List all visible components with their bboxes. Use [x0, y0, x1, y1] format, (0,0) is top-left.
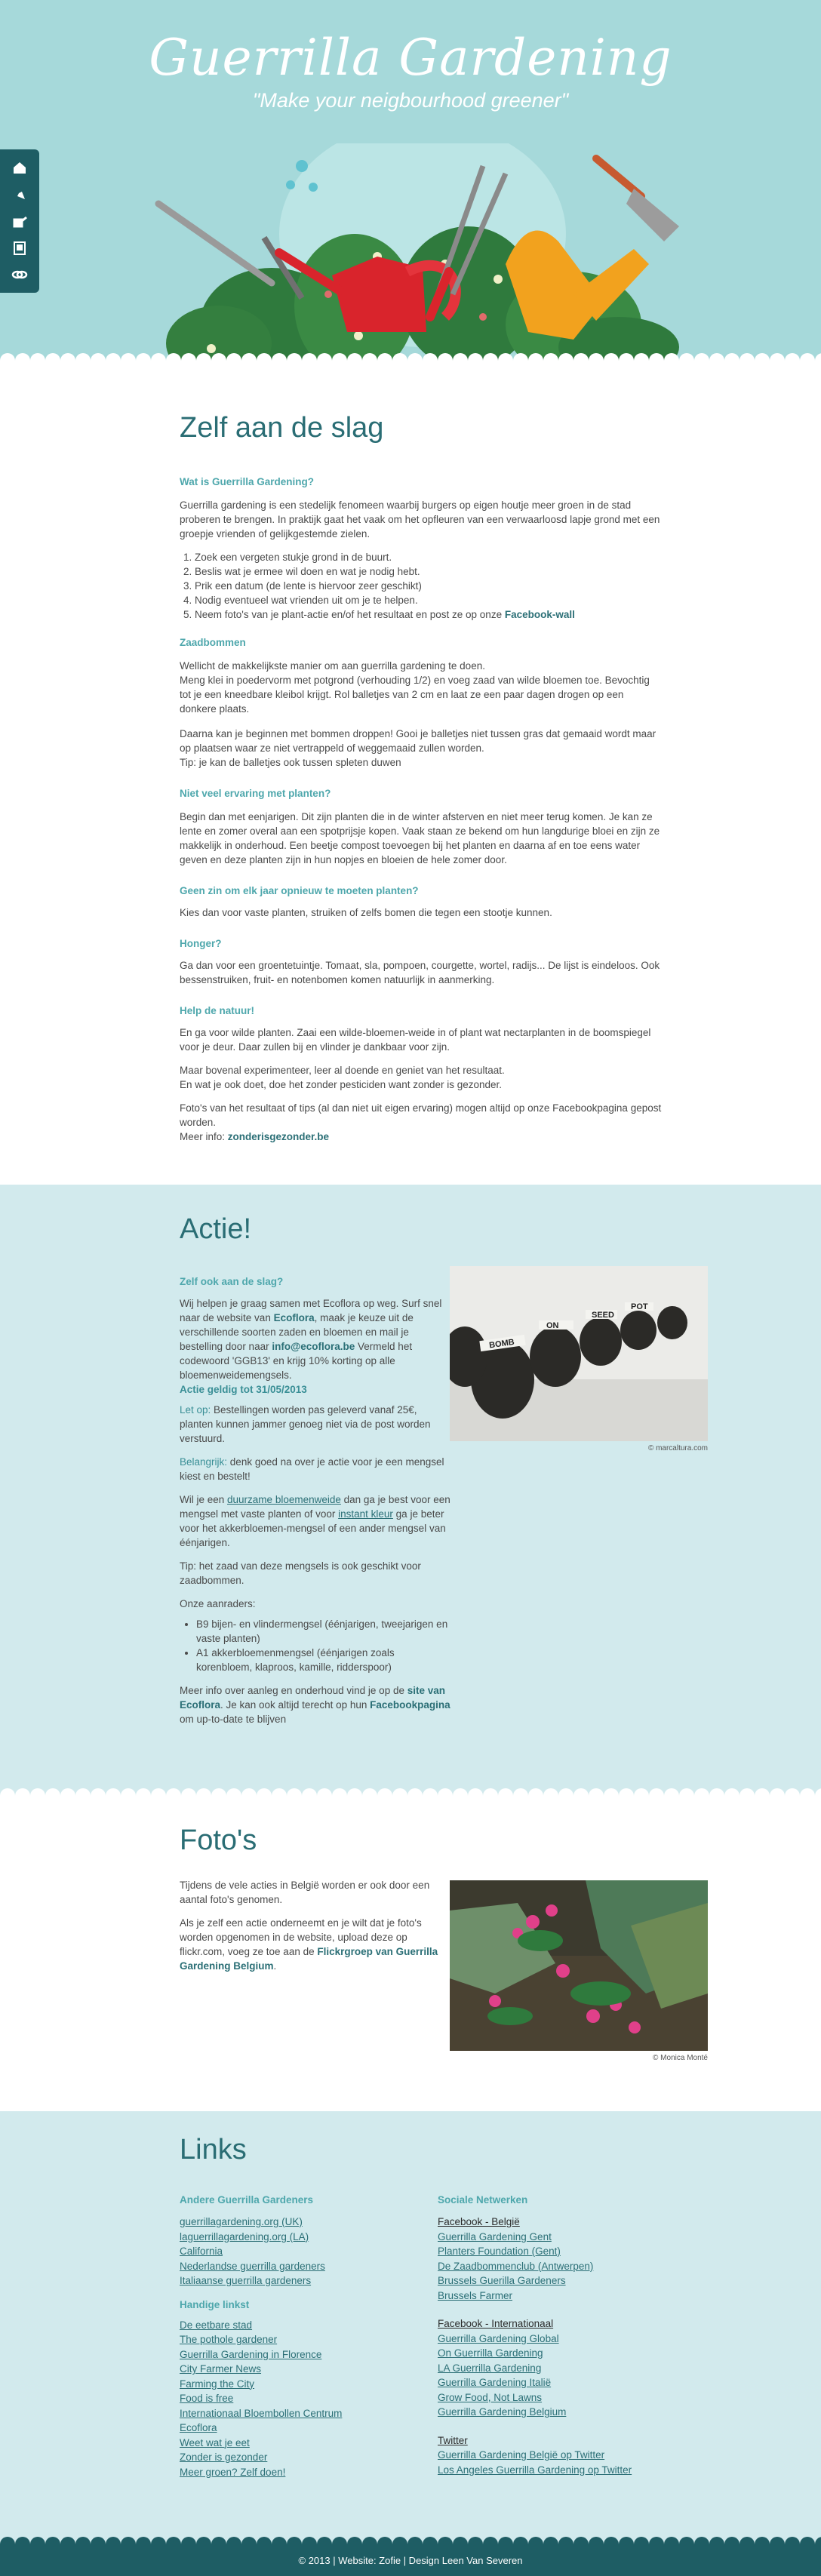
links-heading: Andere Guerrilla Gardeners: [180, 2194, 314, 2206]
nav-home[interactable]: [8, 156, 32, 179]
list-item: • B9 bijen- en vlindermengsel (éénjarigen, tweejarigen en vaste planten): [196, 1617, 451, 1646]
watering-can-icon: [11, 214, 28, 229]
paragraph: Belangrijk: denk goed na over je actie voor je een mengsel kiest en bestelt!: [180, 1456, 444, 1482]
list-item: 1. Zoek een vergeten stukje grond in de buurt.: [195, 550, 663, 564]
paragraph: Onze aanraders:: [180, 1598, 256, 1609]
seed-label: POT: [631, 1302, 648, 1311]
link-item[interactable]: LA Guerrilla Gardening: [438, 2362, 542, 2374]
paragraph: Wij helpen je graag samen met Ecoflora op weg. Surf snel naar de website van Ecoflora, maak je keuze uit de verschillende soorten zaden en bloemen en mail je bestelling door naar info@ecoflora.be Vermeld het codewoord 'GGB13' en krijg 10% korting op alle bloemenweidemengsels.: [180, 1298, 442, 1381]
nav-actie[interactable]: [8, 210, 32, 232]
seed-label: BOMB: [488, 1337, 515, 1351]
links-heading: Sociale Netwerken: [438, 2194, 528, 2206]
paragraph: Tip: je kan de balletjes ook tussen spleten duwen: [180, 757, 401, 768]
link-item[interactable]: laguerrillagardening.org (LA): [180, 2230, 309, 2242]
paragraph: Begin dan met eenjarigen. Dit zijn planten die in de winter afsterven en niet meer terug komen. Je kan ze lente en zomer overal aan een spotprijsje kopen. Vaak staan ze bekend om hun langdurige bloei en zijn ze makkelijk in onderhoud. Een beetje compost toevoegen bij het planten en daarna af en toe eens water geven en deze planten zijn in hun nopjes en bloeien de hele zomer door.: [180, 811, 660, 865]
paragraph: Wil je een duurzame bloemenweide dan ga je best voor een mengsel met vaste planten of voor instant kleur ga je beter voor het akkerbloemen-mengsel of een ander mengsel van éénjarigen.: [180, 1494, 450, 1548]
site-title: Guerrilla Gardening: [149, 29, 672, 87]
paragraph: Kies dan voor vaste planten, struiken of zelfs bomen die tegen een stootje kunnen.: [180, 907, 552, 918]
section-title: Links: [180, 2134, 247, 2166]
question-heading: Help de natuur!: [180, 1005, 255, 1016]
link-item[interactable]: Planters Foundation (Gent): [438, 2246, 561, 2257]
link-item[interactable]: Farming the City: [180, 2378, 255, 2390]
link-item[interactable]: Brussels Guerilla Gardeners: [438, 2275, 566, 2286]
section-zelf-aan-de-slag: [0, 361, 821, 1185]
home-icon: [12, 160, 27, 175]
paragraph: Als je zelf een actie onderneemt en je wilt dat je foto's worden opgenomen in de website, upload deze op flickr.com, voeg ze toe aan de Flickrgroep van Guerrilla Gardening Belgium.: [180, 1917, 438, 1972]
trowel-icon: [12, 186, 27, 201]
paragraph: Meng klei in poedervorm met potgrond (verhouding 1/2) en voeg zaad van wilde bloemen toe. Bevochtig tot je een kneedbare kleibol krijgt. Rol balletjes van 2 cm en laat ze een paar dagen drogen op een donkere plaats.: [180, 675, 650, 715]
ecoflora-link[interactable]: Ecoflora: [273, 1312, 315, 1323]
question-heading: Wat is Guerrilla Gardening?: [180, 476, 315, 487]
paragraph: Daarna kan je beginnen met bommen droppen! Gooi je balletjes niet tussen gras dat gemaaid wordt maar op plaatsen waar ze niet vertrappeld of weggemaaid zullen worden.: [180, 728, 656, 754]
scallop-divider: [0, 346, 821, 361]
link-item[interactable]: guerrillagardening.org (UK): [180, 2216, 303, 2227]
list-item: • A1 akkerbloemenmengsel (éénjarigen zoals korenbloem, klaproos, kamille, ridderspoor): [196, 1646, 451, 1674]
scallop-divider: [0, 2529, 821, 2544]
paragraph: Tip: het zaad van deze mengsels is ook geschikt voor zaadbommen.: [180, 1560, 421, 1586]
link-item[interactable]: Grow Food, Not Lawns: [438, 2391, 543, 2403]
photo-icon: [12, 241, 27, 256]
section-links: [0, 2111, 821, 2544]
facebook-wall-link[interactable]: Facebook-wall: [504, 609, 575, 620]
link-item[interactable]: Guerrilla Gardening in Florence: [180, 2348, 322, 2360]
nav-zelf-aan-de-slag[interactable]: [8, 183, 32, 205]
paragraph: En wat je ook doet, doe het zonder pesticiden want zonder is gezonder.: [180, 1079, 503, 1090]
link-item[interactable]: On Guerrilla Gardening: [438, 2347, 543, 2359]
gardening-photo: [450, 1880, 708, 2051]
link-item[interactable]: De Zaadbommenclub (Antwerpen): [438, 2260, 594, 2272]
garden-illustration: [151, 143, 694, 361]
links-subheading: Twitter: [438, 2434, 468, 2446]
section-fotos: [0, 1796, 821, 2111]
footer-text: © 2013 | Website: Zofie | Design Leen Van Severen: [298, 2554, 523, 2566]
paragraph: Meer info: zonderisgezonder.be: [180, 1131, 330, 1142]
link-item[interactable]: Italiaanse guerrilla gardeners: [180, 2275, 312, 2286]
paragraph: En ga voor wilde planten. Zaai een wilde-bloemen-weide in of plant wat nectarplanten in de boomspiegel voor je deur. Daar zullen bij en vlinder je dankbaar voor zijn.: [180, 1027, 651, 1053]
nav-fotos[interactable]: [8, 237, 32, 260]
links-subheading: Facebook - België: [438, 2216, 520, 2227]
question-heading: Zelf ook aan de slag?: [180, 1276, 284, 1287]
links-heading: Handige linkst: [180, 2298, 250, 2310]
link-item[interactable]: Nederlandse guerrilla gardeners: [180, 2260, 325, 2272]
link-item[interactable]: Ecoflora: [180, 2422, 217, 2433]
list-item: 5. Neem foto's van je plant-actie en/of het resultaat en post ze op onze Facebook-wall: [195, 607, 663, 622]
link-item[interactable]: Zonder is gezonder: [180, 2452, 268, 2463]
paragraph: Let op: Bestellingen worden pas geleverd vanaf 25€, planten kunnen jammer genoeg niet via de post worden verstuurd.: [180, 1404, 431, 1444]
link-item[interactable]: City Farmer News: [180, 2363, 262, 2375]
paragraph: Wellicht de makkelijkste manier om aan guerrilla gardening te doen.: [180, 660, 485, 672]
ecoflora-site-link[interactable]: site van Ecoflora: [180, 1685, 445, 1711]
link-item[interactable]: Guerrilla Gardening Italië: [438, 2377, 552, 2388]
link-item[interactable]: Guerrilla Gardening Gent: [438, 2230, 552, 2242]
link-item[interactable]: Guerrilla Gardening Belgium: [438, 2406, 567, 2418]
section-title: Foto's: [180, 1824, 257, 1856]
seed-label: ON: [546, 1321, 559, 1330]
seed-bomb-photo: [450, 1266, 708, 1441]
list-item: 2. Beslis wat je ermee wil doen en wat je nodig hebt.: [195, 564, 663, 579]
photo-credit: © marcaltura.com: [647, 1444, 708, 1452]
link-item[interactable]: Food is free: [180, 2393, 234, 2404]
paragraph: Meer info over aanleg en onderhoud vind je op de site van Ecoflora. Je kan ook altijd terecht op hun Facebookpagina om up-to-date te blijven: [180, 1685, 450, 1725]
steps-list: [180, 550, 663, 622]
trowel-icon: [596, 158, 679, 241]
recommend-list: [180, 1617, 451, 1674]
section-title: Actie!: [180, 1213, 252, 1245]
paragraph: Foto's van het resultaat of tips (al dan niet uit eigen ervaring) mogen altijd op onze Facebookpagina gepost worden.: [180, 1102, 662, 1128]
question-heading: Geen zin om elk jaar opnieuw te moeten planten?: [180, 885, 419, 896]
links-column-left: [180, 2194, 421, 2479]
site-subtitle: "Make your neigbourhood greener": [252, 89, 569, 112]
seed-label: SEED: [592, 1311, 614, 1320]
hero-header: [0, 0, 821, 361]
facebookpagina-link[interactable]: Facebookpagina: [370, 1699, 450, 1711]
validity-text: Actie geldig tot 31/05/2013: [180, 1384, 307, 1395]
instant-kleur-link[interactable]: instant kleur: [338, 1508, 393, 1520]
link-icon: [11, 267, 28, 282]
link-item[interactable]: Los Angeles Guerrilla Gardening op Twitter: [438, 2464, 632, 2476]
photo-credit: © Monica Monté: [653, 2054, 708, 2062]
question-heading: Zaadbommen: [180, 637, 246, 648]
link-item[interactable]: Weet wat je eet: [180, 2436, 250, 2448]
link-item[interactable]: California: [180, 2246, 223, 2257]
question-heading: Honger?: [180, 938, 222, 949]
duurzame-bloemenweide-link[interactable]: duurzame bloemenweide: [227, 1494, 341, 1505]
link-item[interactable]: Brussels Farmer: [438, 2289, 513, 2301]
nav-links[interactable]: [8, 263, 32, 286]
links-subheading: Facebook - Internationaal: [438, 2318, 554, 2329]
list-item: 3. Prik een datum (de lente is hiervoor zeer geschikt): [195, 579, 663, 593]
footer: [0, 2544, 821, 2576]
question-heading: Niet veel ervaring met planten?: [180, 788, 331, 799]
section-actie: [0, 1185, 821, 1796]
links-column-right: [438, 2194, 679, 2477]
link-item[interactable]: The pothole gardener: [180, 2334, 278, 2345]
zonderisgezonder-link[interactable]: zonderisgezonder.be: [227, 1131, 330, 1142]
side-navigation: [0, 149, 39, 293]
ecoflora-email-link[interactable]: info@ecoflora.be: [272, 1341, 355, 1352]
list-item: 4. Nodig eventueel wat vrienden uit om je te helpen.: [195, 593, 663, 607]
link-item[interactable]: De eetbare stad: [180, 2319, 253, 2331]
flickrgroep-link[interactable]: Flickrgroep van Guerrilla Gardening Belgium: [180, 1946, 438, 1972]
paragraph: Guerrilla gardening is een stedelijk fenomeen waarbij burgers op eigen houtje meer groen in de stad proberen te brengen. In praktijk gaat het vaak om het opfleuren van een verwaarloosd lapje grond met een groepje vrienden of gelijkgestemde zielen.: [180, 500, 660, 539]
link-item[interactable]: Guerrilla Gardening Global: [438, 2332, 559, 2344]
paragraph: Tijdens de vele acties in België worden er ook door een aantal foto's genomen.: [180, 1880, 430, 1905]
section-title: Zelf aan de slag: [180, 412, 384, 444]
link-item[interactable]: Internationaal Bloembollen Centrum: [180, 2407, 343, 2419]
link-item[interactable]: Guerrilla Gardening België op Twitter: [438, 2449, 605, 2461]
paragraph: Ga dan voor een groentetuintje. Tomaat, sla, pompoen, courgette, wortel, radijs... De lijst is eindeloos. Ook bessenstruiken, fruit- en notenbomen komen natuurlijk in aanmerking.: [180, 960, 660, 985]
link-item[interactable]: Meer groen? Zelf doen!: [180, 2466, 286, 2478]
paragraph: Maar bovenal experimenteer, leer al doende en geniet van het resultaat.: [180, 1065, 505, 1076]
scallop-divider: [0, 1781, 821, 1796]
